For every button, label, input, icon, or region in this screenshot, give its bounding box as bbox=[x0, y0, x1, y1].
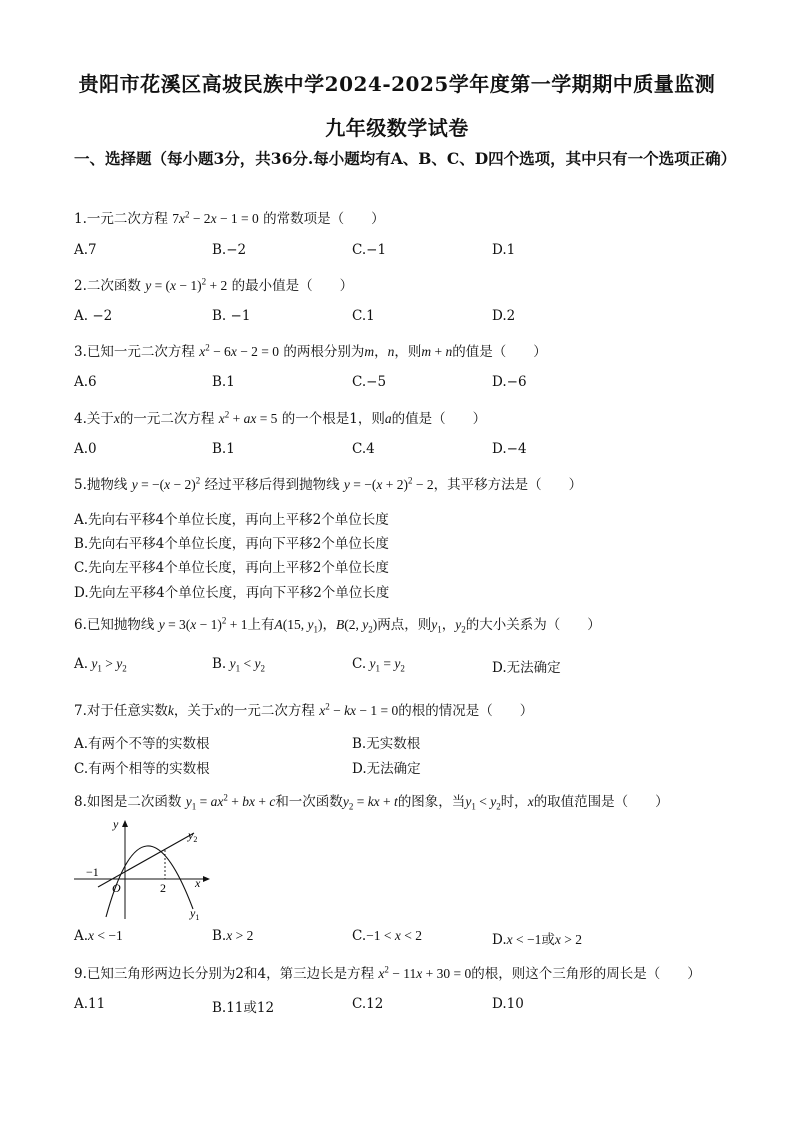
option-c[interactable]: C.−1 < x < 2 bbox=[352, 928, 422, 944]
section-heading: 一、选择题（每小题3分，共36分.每小题均有A、B、C、D四个选项，其中只有一个选项正确） bbox=[74, 149, 737, 168]
option-c[interactable]: C.−5 bbox=[352, 374, 387, 390]
option-b[interactable]: B.x > 2 bbox=[212, 928, 254, 944]
two-label: 2 bbox=[160, 881, 166, 895]
option-d[interactable]: D.−6 bbox=[492, 374, 527, 390]
question-8: 8.如图是二次函数 $y_1 = ax^2$ + bx + c和一次函数$y_2$ = kx + t的图象，当$y_1 < y_2$时，x的取值范围是（ ） bbox=[74, 792, 669, 812]
equation: $7x^2 - 2x - 1 = 0$ bbox=[172, 209, 259, 226]
option-a[interactable]: A.x < −1 bbox=[74, 928, 123, 944]
option-b[interactable]: B.−2 bbox=[212, 242, 247, 258]
option-d[interactable]: D.10 bbox=[492, 996, 524, 1012]
option-a[interactable]: A.有两个不等的实数根 bbox=[74, 736, 210, 752]
option-b[interactable]: B.1 bbox=[212, 441, 235, 457]
option-b[interactable]: B.11或12 bbox=[212, 1000, 275, 1016]
y-axis-label: y bbox=[113, 817, 119, 831]
neg-one-label: −1 bbox=[86, 865, 99, 879]
function: $y = (x - 1)^2 + 2$ bbox=[145, 276, 228, 293]
option-c[interactable]: C.有两个相等的实数根 bbox=[74, 761, 210, 777]
option-d[interactable]: D.x < −1或x > 2 bbox=[492, 932, 582, 948]
exam-subtitle: 九年级数学试卷 bbox=[325, 116, 469, 140]
option-a[interactable]: A.11 bbox=[74, 996, 106, 1012]
option-a[interactable]: A.先向右平移4个单位长度，再向上平移2个单位长度 bbox=[74, 512, 389, 528]
y1-label: $y_1$ bbox=[190, 906, 200, 920]
option-d[interactable]: D.先向左平移4个单位长度，再向下平移2个单位长度 bbox=[74, 585, 390, 601]
option-c[interactable]: C. $y_1 = y_2$ bbox=[352, 656, 405, 674]
option-d[interactable]: D.无法确定 bbox=[492, 660, 561, 676]
question-2: 2.二次函数 $y = (x - 1)^2 + 2$ 的最小值是（ ） bbox=[74, 276, 354, 294]
option-b[interactable]: B.先向右平移4个单位长度，再向下平移2个单位长度 bbox=[74, 536, 389, 552]
option-c[interactable]: C.1 bbox=[352, 308, 375, 324]
function-graph bbox=[72, 815, 212, 920]
question-1: 1.一元二次方程 $7x^2 - 2x - 1 = 0$ 的常数项是（ ） bbox=[74, 209, 385, 227]
option-a[interactable]: A.0 bbox=[74, 441, 97, 457]
option-d[interactable]: D.1 bbox=[492, 242, 516, 258]
option-b[interactable]: B. $y_1 < y_2$ bbox=[212, 656, 265, 674]
option-a[interactable]: A.7 bbox=[74, 242, 97, 258]
origin-label: O bbox=[112, 881, 121, 895]
option-a[interactable]: A.6 bbox=[74, 374, 97, 390]
x-axis-label: x bbox=[195, 876, 201, 890]
option-d[interactable]: D.−4 bbox=[492, 441, 527, 457]
option-a[interactable]: A. $y_1 > y_2$ bbox=[74, 656, 127, 674]
option-c[interactable]: C.12 bbox=[352, 996, 384, 1012]
question-5: 5.抛物线 $y = -(x - 2)^2$ 经过平移后得到抛物线 $y = -(x + 2)^2 - 2$，其平移方法是（ ） bbox=[74, 475, 583, 493]
x-axis-arrow-icon bbox=[203, 876, 210, 882]
y-axis-arrow-icon bbox=[122, 820, 128, 827]
question-3: 3.已知一元二次方程 $x^2 - 6x - 2 = 0$ 的两根分别为m，n，则m + n的值是（ ） bbox=[74, 342, 547, 360]
question-9: 9.已知三角形两边长分别为2和4，第三边长是方程 $x^2 - 11x + 30 = 0$的根，则这个三角形的周长是（ ） bbox=[74, 964, 701, 982]
option-c[interactable]: C.4 bbox=[352, 441, 375, 457]
option-d[interactable]: D.无法确定 bbox=[352, 761, 421, 777]
option-c[interactable]: C.先向左平移4个单位长度，再向上平移2个单位长度 bbox=[74, 560, 389, 576]
option-b[interactable]: B.无实数根 bbox=[352, 736, 421, 752]
option-a[interactable]: A. −2 bbox=[74, 308, 113, 324]
option-c[interactable]: C.−1 bbox=[352, 242, 387, 258]
option-b[interactable]: B. −1 bbox=[212, 308, 251, 324]
option-b[interactable]: B.1 bbox=[212, 374, 235, 390]
y2-label: $y_2$ bbox=[188, 828, 198, 844]
exam-title: 贵阳市花溪区高坡民族中学2024-2025学年度第一学期期中质量监测 bbox=[78, 72, 716, 96]
question-4: 4.关于x的一元二次方程 $x^2$ + ax = 5 的一个根是1，则a的值是（ ） bbox=[74, 409, 487, 427]
question-6: 6.已知抛物线 $y = 3(x - 1)^2 + 1$上有A(15, $y_1$)，B(2, $y_2$)两点，则$y_1$，$y_2$的大小关系为（ ） bbox=[74, 615, 601, 635]
question-7: 7.对于任意实数k，关于x的一元二次方程 $x^2$ − kx − 1 = 0的根的情况是（ ） bbox=[74, 701, 534, 719]
option-d[interactable]: D.2 bbox=[492, 308, 516, 324]
